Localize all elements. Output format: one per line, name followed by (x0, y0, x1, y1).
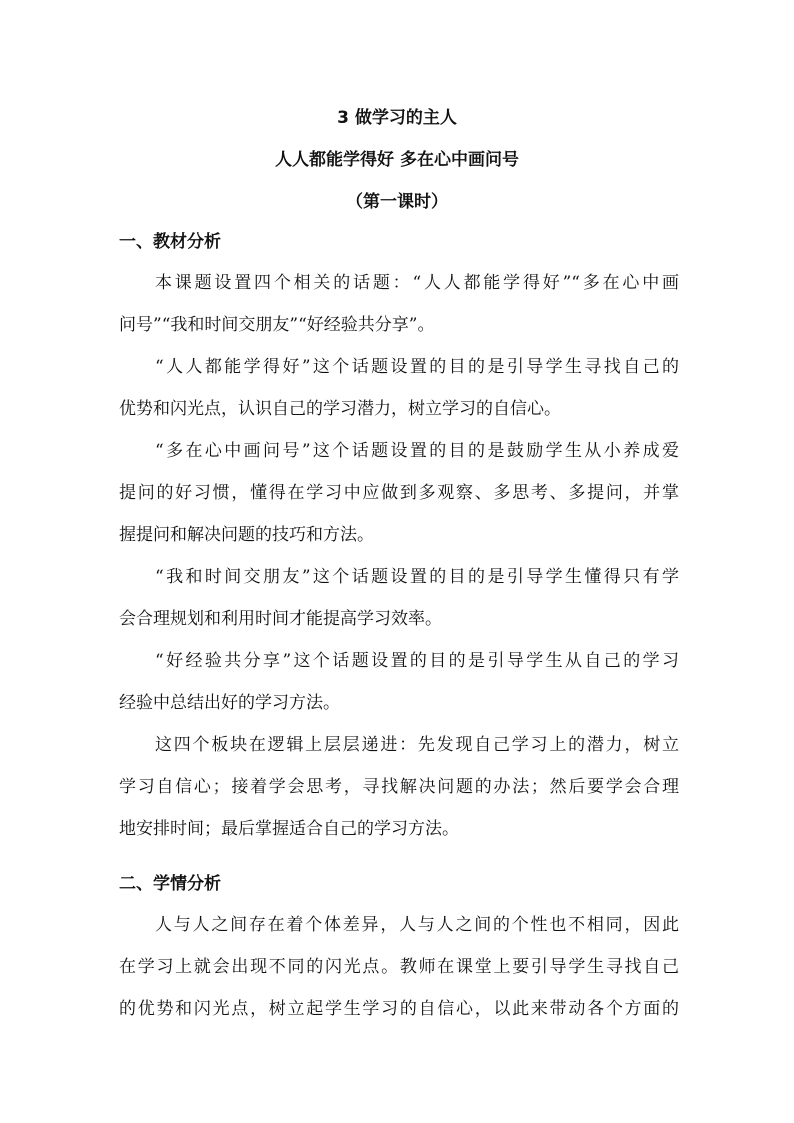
paragraph-line: “多在心中画问号”这个话题设置的目的是鼓励学生从小养成爱 (155, 441, 679, 461)
paragraph-line: “人人都能学得好”这个话题设置的目的是引导学生寻找自己的 (155, 357, 679, 377)
paragraph-line: 握提问和解决问题的技巧和方法。 (119, 525, 374, 545)
paragraph-line: 优势和闪光点，认识自己的学习潜力，树立学习的自信心。 (119, 399, 561, 419)
paragraph-line: 人与人之间存在着个体差异，人与人之间的个性也不相同，因此 (155, 915, 679, 935)
document-subtitle: 人人都能学得好 多在心中画问号 (275, 150, 519, 170)
paragraph-line: 学习自信心；接着学会思考，寻找解决问题的办法；然后要学会合理 (119, 777, 679, 797)
paragraph-line: “我和时间交朋友”这个话题设置的目的是引导学生懂得只有学 (155, 567, 679, 587)
paragraph-line: 经验中总结出好的学习方法。 (119, 693, 340, 713)
paragraph-line: “好经验共分享”这个话题设置的目的是引导学生从自己的学习 (155, 651, 679, 671)
lesson-label: （第一课时） (346, 192, 448, 212)
paragraph-line: 问号”“我和时间交朋友”“好经验共分享”。 (119, 315, 435, 335)
document-title: 3 做学习的主人 (337, 108, 457, 128)
paragraph-line: 提问的好习惯，懂得在学习中应做到多观察、多思考、多提问，并掌 (119, 483, 679, 503)
paragraph-line: 在学习上就会出现不同的闪光点。教师在课堂上要引导学生寻找自己 (119, 957, 679, 977)
paragraph-line: 这四个板块在逻辑上层层递进：先发现自己学习上的潜力，树立 (155, 735, 679, 755)
paragraph-line: 会合理规划和利用时间才能提高学习效率。 (119, 609, 442, 629)
paragraph-line: 的优势和闪光点，树立起学生学习的自信心，以此来带动各个方面的 (119, 999, 679, 1019)
section-heading-student-analysis: 二、学情分析 (119, 874, 221, 894)
section-heading-textbook-analysis: 一、教材分析 (119, 232, 221, 252)
paragraph-line: 地安排时间；最后掌握适合自己的学习方法。 (119, 819, 459, 839)
paragraph-line: 本课题设置四个相关的话题：“人人都能学得好”“多在心中画 (155, 273, 679, 293)
